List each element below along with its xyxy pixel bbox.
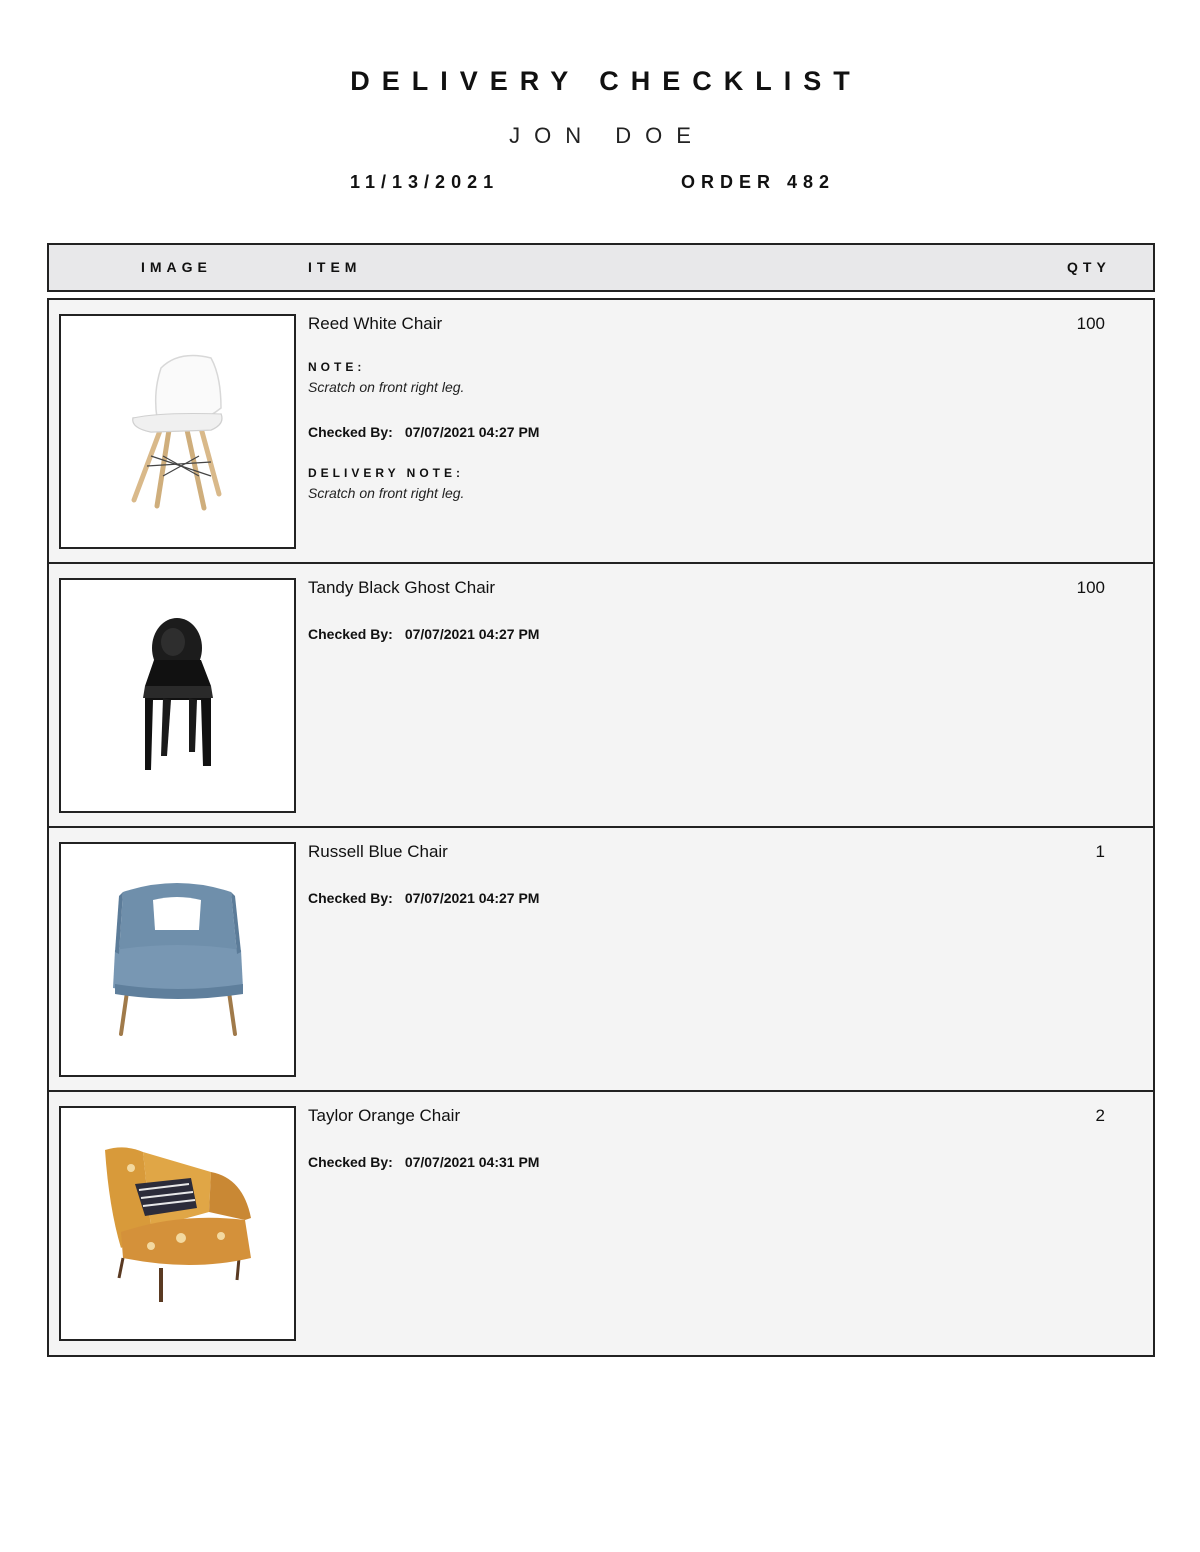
column-header-qty: QTY [1067,259,1111,275]
order-number: ORDER 482 [681,172,836,192]
checked-by-label: Checked By: [308,1154,393,1170]
item-qty: 1 [1095,842,1105,861]
white-chair-icon [61,316,294,547]
checked-by-label: Checked By: [308,424,393,440]
customer-name: JON DOE [509,123,705,148]
checked-by [308,890,539,906]
checked-by [308,424,539,440]
table-row [49,828,1153,1092]
item-qty: 2 [1095,1106,1105,1125]
table-header [47,243,1155,292]
checked-by-datetime: 07/07/2021 04:31 PM [404,1154,540,1170]
column-header-image: IMAGE [141,259,212,275]
checked-by [308,1154,539,1170]
note-text: Scratch on front right leg. [308,379,465,395]
page-title: DELIVERY CHECKLIST [350,66,862,96]
item-image [59,842,296,1077]
checked-by-datetime: 07/07/2021 04:27 PM [404,890,540,906]
note-block [308,360,464,395]
delivery-note-block [308,466,464,501]
item-image [59,578,296,813]
item-image [59,1106,296,1341]
checked-by [308,626,539,642]
order-date: 11/13/2021 [350,172,500,192]
table-row [49,564,1153,828]
item-name: Tandy Black Ghost Chair [308,578,496,597]
blue-armchair-icon [61,844,294,1075]
item-image [59,314,296,549]
checked-by-datetime: 07/07/2021 04:27 PM [404,424,540,440]
item-qty: 100 [1076,578,1105,597]
black-ghost-chair-icon [61,580,294,811]
orange-armchair-icon [61,1108,294,1339]
checked-by-label: Checked By: [308,626,393,642]
delivery-note-text: Scratch on front right leg. [308,485,465,501]
column-header-item: ITEM [308,259,362,275]
item-name: Taylor Orange Chair [308,1106,461,1125]
table-row [49,1092,1153,1355]
item-name: Reed White Chair [308,314,443,333]
delivery-note-label: DELIVERY NOTE: [308,466,465,480]
note-label: NOTE: [308,360,366,374]
item-name: Russell Blue Chair [308,842,448,861]
checked-by-label: Checked By: [308,890,393,906]
checklist-table [47,298,1155,1357]
table-row [49,300,1153,564]
item-qty: 100 [1076,314,1105,333]
checked-by-datetime: 07/07/2021 04:27 PM [404,626,540,642]
